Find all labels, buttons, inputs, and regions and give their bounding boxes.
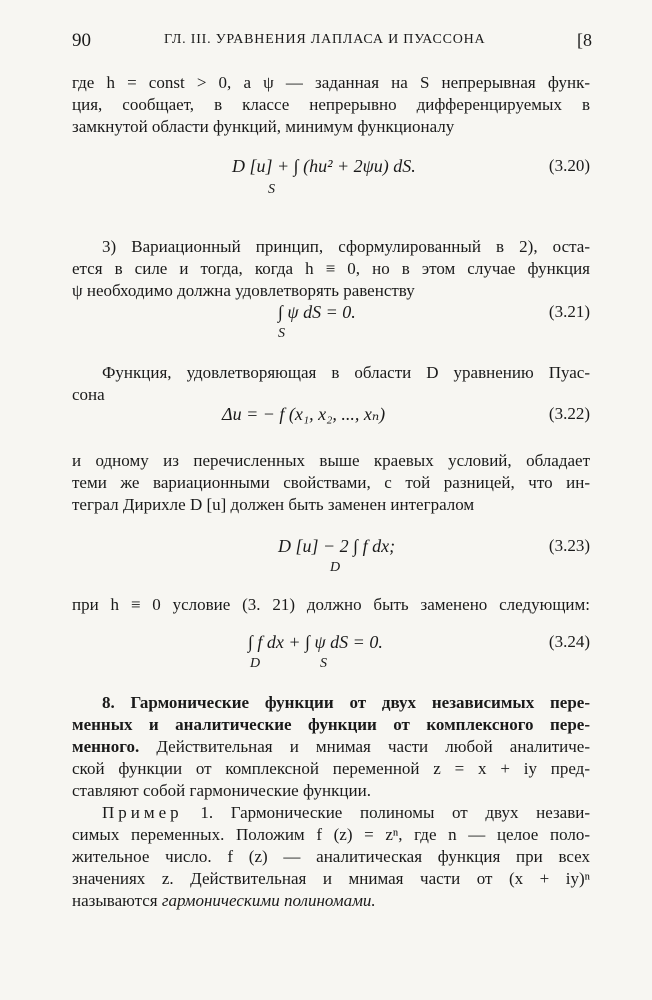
section-heading-line: менных и аналитические функции от комплексного пере- xyxy=(72,715,590,734)
text-line: ция, сообщает, в классе непрерывно дифференцируемых в xyxy=(72,95,590,114)
text-line: 3) Вариационный принцип, сформулированный в 2), оста- xyxy=(102,237,590,256)
section-heading-end: менного. xyxy=(72,737,140,756)
section-ref: [8 xyxy=(577,30,592,50)
equation-number: (3.23) xyxy=(548,536,590,555)
paragraph-1 xyxy=(72,72,590,138)
section-8-paragraph xyxy=(72,692,590,802)
equation-number: (3.20) xyxy=(548,156,590,175)
text-line xyxy=(72,890,590,912)
example-label: Пример xyxy=(102,803,183,822)
equation-3-23 xyxy=(72,536,590,580)
equation-3-20 xyxy=(72,156,590,200)
equation-expression: D [u] + ∫ (hu² + 2ψu) dS. xyxy=(232,156,416,176)
text-line: ется в силе и тогда, когда h ≡ 0, но в этом случае функция xyxy=(72,259,590,278)
text-line: симых переменных. Положим f (z) = zⁿ, где n — целое поло- xyxy=(72,825,590,844)
page-number: 90 xyxy=(72,30,91,51)
text-line: ψ необходимо должна удовлетворять равенству xyxy=(72,281,415,300)
integral-subscript: S xyxy=(320,656,327,671)
text-plain: называются xyxy=(72,891,158,910)
text-line: жительное число. f (z) — аналитическая функция при всех xyxy=(72,847,590,866)
text-line: и одному из перечисленных выше краевых условий, обладает xyxy=(72,451,590,470)
equation-expression: ∫ ψ dS = 0. xyxy=(278,302,356,322)
integral-subscript: D xyxy=(250,656,261,671)
text-line: сона xyxy=(72,385,105,404)
running-header xyxy=(72,30,592,54)
section-heading-line: 8. Гармонические функции от двух независимых пере- xyxy=(102,693,590,712)
text-line: теми же вариационными свойствами, с той разницей, что ин- xyxy=(72,473,590,492)
text-line: значениях z. Действительная и мнимая части от (x + iy)ⁿ xyxy=(72,869,590,888)
equation-expression: ∫ f dx + ∫ ψ dS = 0. xyxy=(248,632,383,652)
equation-number: (3.24) xyxy=(548,632,590,651)
paragraph-2 xyxy=(72,236,590,302)
paragraph-5 xyxy=(72,594,590,616)
integral-subscript: S xyxy=(268,182,275,197)
text-line: ской функции от комплексной переменной z = x + iy пред- xyxy=(72,759,590,778)
chapter-title: ГЛ. III. УРАВНЕНИЯ ЛАПЛАСА И ПУАССОНА xyxy=(164,32,486,47)
integral-subscript: S xyxy=(278,326,285,341)
integral-subscript: D xyxy=(330,560,341,575)
text-line-rest: 1. Гармонические полиномы от двух незави- xyxy=(200,803,590,822)
equation-expression: D [u] − 2 ∫ f dx; xyxy=(278,536,396,556)
text-line xyxy=(72,736,590,758)
text-line-rest: Действительная и мнимая части любой аналитиче- xyxy=(156,737,590,756)
equation-number: (3.22) xyxy=(548,404,590,423)
text-line: ставляют собой гармонические функции. xyxy=(72,781,371,800)
text-line: замкнутой области функций, минимум функционалу xyxy=(72,117,455,136)
term-emphasis: гармоническими полиномами. xyxy=(161,891,376,910)
paragraph-4 xyxy=(72,450,590,516)
paragraph-3 xyxy=(72,362,590,406)
equation-3-21 xyxy=(72,302,590,346)
text-line: при h ≡ 0 условие (3. 21) должно быть заменено следующим: xyxy=(72,595,590,614)
text-line xyxy=(72,802,590,824)
text-line: Функция, удовлетворяющая в области D уравнению Пуас- xyxy=(102,363,590,382)
text-line: где h = const > 0, а ψ — заданная на S непрерывная функ- xyxy=(72,73,590,92)
text-line: теграл Дирихле D [u] должен быть заменен интегралом xyxy=(72,495,475,514)
equation-3-24 xyxy=(72,632,590,676)
equation-3-22 xyxy=(72,404,590,448)
equation-number: (3.21) xyxy=(548,302,590,321)
equation-expression: Δu = − f (x₁, x₂, ..., xₙ) xyxy=(222,404,386,424)
example-paragraph xyxy=(72,802,590,912)
